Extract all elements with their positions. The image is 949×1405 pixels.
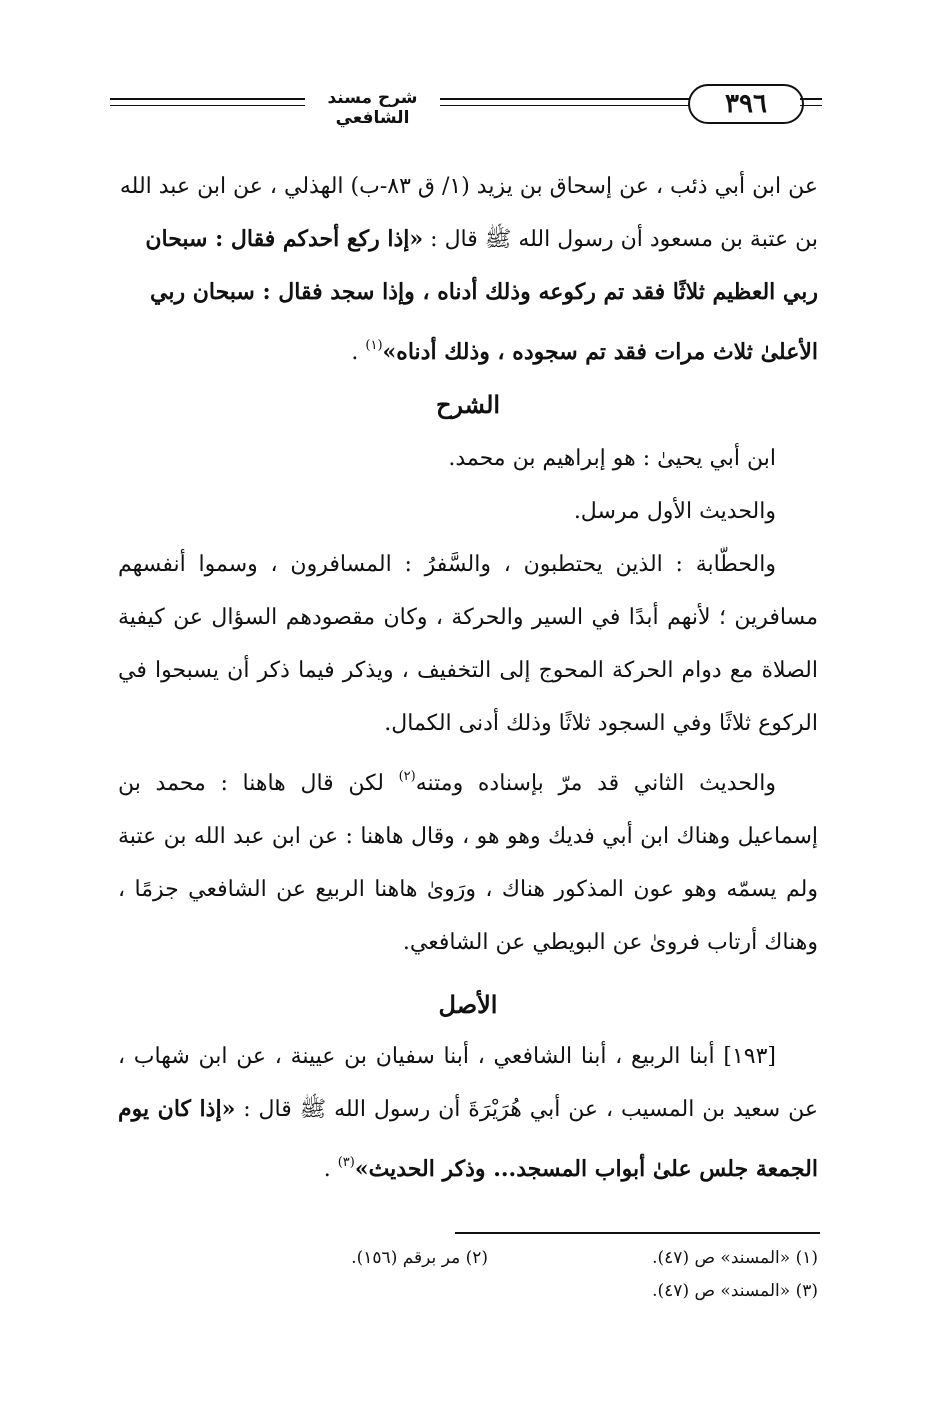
paragraph [118, 750, 818, 969]
punctuation: . [323, 1157, 338, 1182]
punctuation: . [351, 340, 366, 365]
paragraph-text: [١٩٣] أبنا الربيع ، أبنا الشافعي ، أبنا سفيان بن عيينة ، عن ابن شهاب ، عن سعيد بن المسيب ، عن أبي هُرَيْرَةَ أن رسول الله ﷺ قال : [118, 1044, 818, 1122]
footnote-ref: (١) [365, 338, 383, 353]
page-number-badge: ٣٩٦ [688, 84, 804, 124]
header-rule-left-top [110, 98, 305, 100]
footnote-row [118, 1242, 818, 1275]
header-rule-left-bottom [110, 105, 305, 106]
header-rule-right-bottom [800, 105, 822, 106]
footnote-1: (١) «المسند» ص (٤٧). [652, 1248, 818, 1268]
footnote-3: (٣) «المسند» ص (٤٧). [652, 1281, 818, 1301]
paragraph-text: لكن قال هاهنا : محمد بن إسماعيل وهناك ابن أبي فديك وهو هو ، وقال هاهنا : عن ابن عبد الله بن عتبة ولم يسمّه وهو عون المذكور هناك ، ورَوىٰ هاهنا الربيع عن الشافعي جزمًا ، وهناك أرتاب فروىٰ عن البويطي عن الشافعي. [118, 771, 818, 955]
page-header [110, 78, 822, 128]
header-rule-right-top [800, 98, 822, 100]
header-rule-mid-bottom [440, 105, 690, 106]
footnote-ref: (٣) [337, 1155, 355, 1170]
narration-text: بن عتبة بن مسعود أن رسول الله ﷺ قال : [423, 227, 818, 252]
section-heading-asl: الأصل [438, 990, 498, 1019]
paragraph: ابن أبي يحيىٰ : هو إبراهيم بن محمد. [448, 446, 776, 471]
footnote-row [118, 1275, 818, 1308]
hadith-quote: «إذا ركع أحدكم فقال : سبحان [145, 226, 424, 252]
header-rule-mid-top [440, 98, 690, 100]
text-line [118, 319, 818, 379]
footnotes [118, 1242, 818, 1308]
section-heading-sharh: الشرح [435, 390, 501, 419]
hadith-block-1 [118, 160, 818, 379]
sharh-section [118, 432, 818, 969]
text-line [118, 213, 818, 266]
asl-section [118, 1030, 818, 1196]
footnote-2: (٢) مر برقم (١٥٦). [351, 1248, 488, 1268]
footnote-separator [455, 1232, 820, 1234]
paragraph: والحديث الأول مرسل. [573, 499, 776, 524]
text-line: عن ابن أبي ذئب ، عن إسحاق بن يزيد (١/ ق ٨٣-ب) الهذلي ، عن ابن عبد الله [119, 174, 818, 199]
paragraph: والحطّابة : الذين يحتطبون ، والسَّفرُ : المسافرون ، وسموا أنفسهم مسافرين ؛ لأنهم أبدًا في السير والحركة ، وكان مقصودهم السؤال عن كيفية الصلاة مع دوام الحركة المحوج إلى التخفيف ، ويذكر فيما ذكر أن يسبحوا في الركوع ثلاثًا وفي السجود ثلاثًا وذلك أدنى الكمال. [118, 552, 818, 736]
running-title: شرح مسند الشافعي [327, 88, 418, 128]
hadith-quote: الأعلىٰ ثلاث مرات فقد تم سجوده ، وذلك أدناه» [382, 339, 818, 365]
footnote-ref: (٢) [398, 769, 416, 784]
hadith-quote-line: ربي العظيم ثلاثًا فقد تم ركوعه وذلك أدناه ، وإذا سجد فقال : سبحان ربي [149, 279, 818, 305]
hadith-quote: «إذا كان يوم الجمعة جلس علىٰ أبواب المسجد... وذكر الحديث» [118, 1096, 818, 1182]
paragraph [118, 1030, 818, 1196]
paragraph-text: والحديث الثاني قد مرّ بإسناده ومتنه [415, 771, 776, 796]
